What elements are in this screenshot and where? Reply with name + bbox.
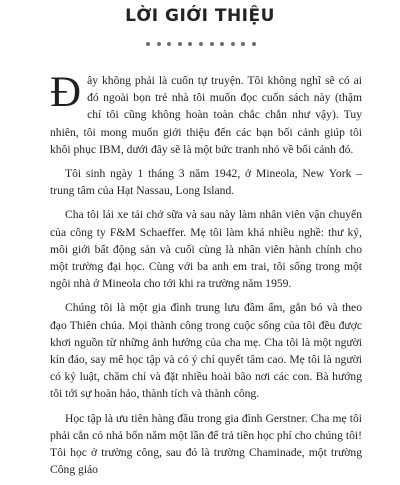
ornament-dot [199, 42, 203, 46]
body-text [50, 69, 362, 485]
paragraph-4: Chúng tôi là một gia đình trung lưu đầm ấm, gắn bó và theo đạo Thiên chúa. Mọi thành công trong cuộc sống của tôi đều được khơi nguồn từ những ảnh hưởng của cha mẹ. Cha tôi là một người kín đáo, say mê học tập và có ý chí quyết tâm cao. Mẹ tôi là người có kỷ luật, chăm chỉ và đặt nhiều hoài bão nơi các con. Bà hướng tôi tới sự hoàn hảo, thành tích và thành công. [50, 301, 362, 401]
ornament-dot [231, 42, 235, 46]
paragraph-1 [50, 69, 362, 158]
paragraph-2: Tôi sinh ngày 1 tháng 3 năm 1942, ở Mineola, New York – trung tâm của Hạt Nassau, Long Island. [50, 167, 362, 198]
ornament-dot [188, 42, 192, 46]
paragraph-1-text: ây không phải là cuốn tự truyện. Tôi không nghĩ sẽ có ai đó ngoài bọn trẻ nhà tôi muốn đọc cuốn sách này (thậm chí tôi cũng không hoàn toàn chắc chắn như vậy). Tuy nhiên, tôi mong muốn giới thiệu đến các bạn bối cảnh giúp tôi khôi phục IBM, dưới đây sẽ là một bức tranh nhỏ về bối cảnh đó. [50, 74, 362, 156]
ornament-dot [252, 42, 256, 46]
ornament-dot [220, 42, 224, 46]
ornament-dot [146, 42, 150, 46]
ornament-dot [241, 42, 245, 46]
ornament-dot [167, 42, 171, 46]
ornament-dot [178, 42, 182, 46]
drop-cap: Đ [50, 69, 82, 116]
ornament-divider [146, 41, 256, 47]
paragraph-5: Học tập là ưu tiên hàng đầu trong gia đình Gerstner. Cha mẹ tôi phải cắn cỏ nhả bốn năm một lần để trả tiền học phí cho chúng tôi! Tôi học ở trường công, sau đó là trường Chaminade, một trường Công giáo [50, 411, 362, 477]
ornament-dot [210, 42, 214, 46]
paragraph-3: Cha tôi lái xe tải chở sữa và sau này làm nhân viên vận chuyển của công ty F&M Schaeffer. Mẹ tôi làm khá nhiều nghề: thư ký, môi giới bất động sản và cuối cùng là nhân viên hành chính cho một trường đại học. Cùng với ba anh em trai, tôi sống trong một ngôi nhà ở Mineola cho tới khi ra trường năm 1959. [50, 208, 362, 291]
ornament-dot [157, 42, 161, 46]
chapter-title: LỜI GIỚI THIỆU [125, 6, 275, 26]
